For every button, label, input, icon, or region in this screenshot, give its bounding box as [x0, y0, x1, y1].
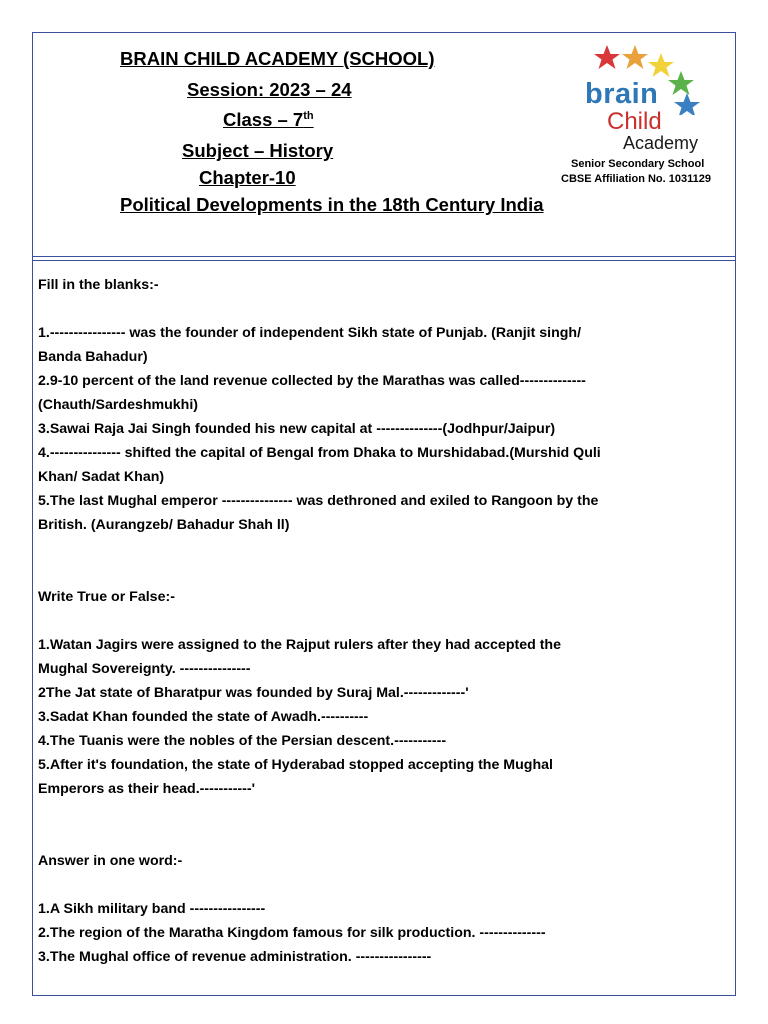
header-divider-2: [33, 260, 735, 261]
logo-academy: Academy: [623, 133, 699, 153]
page-frame: [32, 32, 736, 996]
worksheet-body: [38, 273, 728, 969]
header-divider-1: [33, 256, 735, 257]
header: [33, 33, 735, 258]
session-line: Session: 2023 – 24: [187, 79, 352, 100]
class-text: Class – 7: [223, 109, 304, 130]
list-item: 1.---------------- was the founder of independent Sikh state of Punjab. (Ranjit singh/: [38, 325, 582, 341]
class-superscript: th: [303, 109, 314, 122]
list-item: 2.9-10 percent of the land revenue collected by the Marathas was called--------------: [38, 373, 586, 389]
list-item: Emperors as their head.-----------': [38, 781, 255, 797]
list-item: (Chauth/Sardeshmukhi): [38, 397, 199, 413]
page-title: Political Developments in the 18th Century India: [120, 194, 544, 215]
subject-line: Subject – History: [182, 140, 334, 161]
school-name: BRAIN CHILD ACADEMY (SCHOOL): [120, 48, 435, 69]
logo-child: Child: [607, 108, 662, 135]
school-logo: [561, 45, 731, 190]
list-item: 3.Sadat Khan founded the state of Awadh.----------: [38, 709, 369, 725]
list-item: 5.After it's foundation, the state of Hyderabad stopped accepting the Mughal: [38, 757, 553, 773]
list-item: Khan/ Sadat Khan): [38, 469, 165, 485]
chapter-line: Chapter-10: [199, 167, 296, 188]
list-item: 5.The last Mughal emperor --------------- was dethroned and exiled to Rangoon by the: [38, 493, 599, 509]
list-item: 4.--------------- shifted the capital of Bengal from Dhaka to Murshidabad.(Murshid Quli: [38, 445, 601, 461]
list-item: British. (Aurangzeb/ Bahadur Shah ll): [38, 517, 290, 533]
list-item: 3.The Mughal office of revenue administration. ----------------: [38, 949, 432, 965]
list-item: 2The Jat state of Bharatpur was founded by Suraj Mal.-------------': [38, 685, 469, 701]
logo-brain: brain: [585, 78, 659, 110]
class-line: [223, 109, 314, 131]
list-item: Mughal Sovereignty. ---------------: [38, 661, 251, 677]
list-item: Banda Bahadur): [38, 349, 148, 365]
logo-affiliation: CBSE Affiliation No. 1031129: [561, 173, 711, 185]
list-item: 1.Watan Jagirs were assigned to the Rajput rulers after they had accepted the: [38, 637, 561, 653]
one-word-heading: Answer in one word:-: [38, 853, 183, 869]
list-item: 4.The Tuanis were the nobles of the Persian descent.-----------: [38, 733, 447, 749]
fill-blanks-heading: Fill in the blanks:-: [38, 277, 159, 293]
true-false-heading: Write True or False:-: [38, 589, 175, 605]
list-item: 3.Sawai Raja Jai Singh founded his new capital at --------------(Jodhpur/Jaipur): [38, 421, 556, 437]
list-item: 1.A Sikh military band ----------------: [38, 901, 266, 917]
list-item: 2.The region of the Maratha Kingdom famous for silk production. --------------: [38, 925, 546, 941]
logo-school-type: Senior Secondary School: [571, 158, 705, 170]
